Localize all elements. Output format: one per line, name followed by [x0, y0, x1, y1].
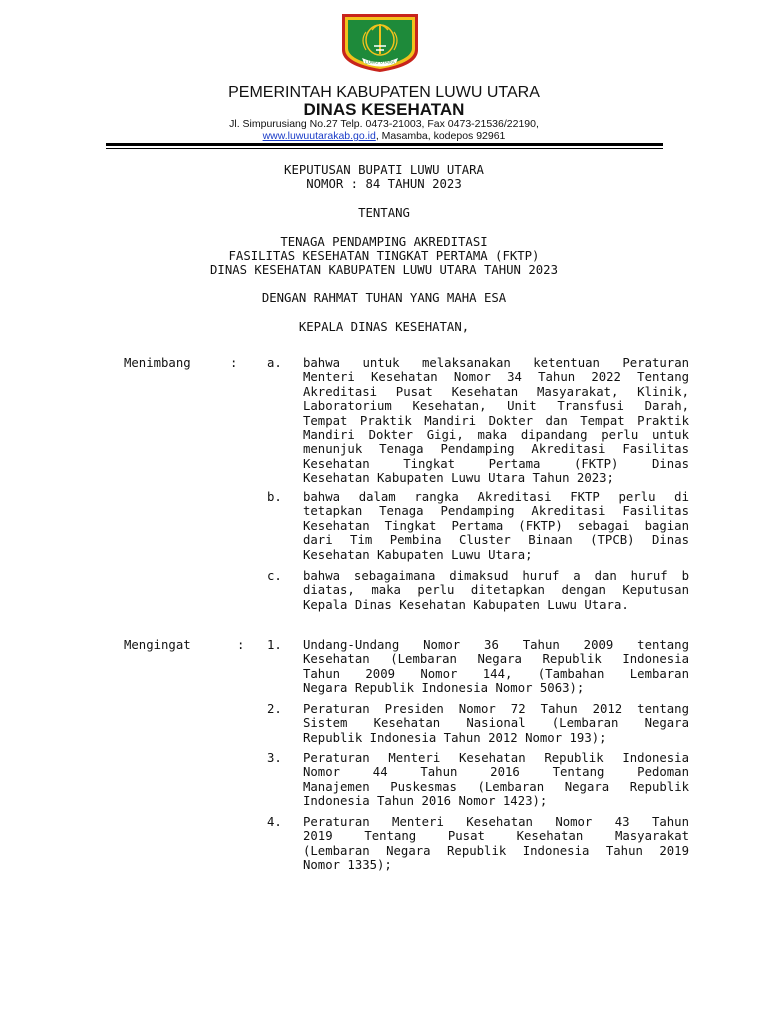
considering-label: Menimbang [124, 356, 191, 370]
text-line: Undang-Undang Nomor 36 Tahun 2009 tentang [303, 638, 689, 652]
considering-item-marker: a. [267, 356, 282, 370]
considering-item-marker: c. [267, 569, 282, 583]
recalling-label: Mengingat [124, 638, 191, 652]
decree-title: KEPUTUSAN BUPATI LUWU UTARA [284, 163, 484, 177]
text-line: Indonesia Tahun 2016 Nomor 1423); [303, 794, 548, 809]
text-line: Akreditasi Pusat Kesehatan Masyarakat, Klinik, [303, 384, 689, 399]
decree-invocation: DENGAN RAHMAT TUHAN YANG MAHA ESA [261, 291, 507, 305]
government-name: PEMERINTAH KABUPATEN LUWU UTARA [228, 84, 540, 101]
text-line: bahwa untuk melaksanakan ketentuan Peraturan [303, 356, 689, 370]
text-line: menunjuk Tenaga Pendamping Akreditasi Fasilitas [303, 442, 689, 457]
text-line: Peraturan Presiden Nomor 72 Tahun 2012 tentang [303, 702, 689, 716]
recalling-item-2 [303, 702, 689, 745]
text-line: Peraturan Menteri Kesehatan Republik Indonesia [303, 751, 689, 765]
recalling-item-3 [303, 751, 689, 809]
considering-item-c [303, 569, 689, 612]
text-line: Republik Indonesia Tahun 2012 Nomor 193); [303, 730, 607, 745]
address-line: Jl. Simpurusiang No.27 Telp. 0473-21003, Fax 0473-21536/22190, [229, 118, 539, 130]
text-line: Sistem Kesehatan Nasional (Lembaran Negara [303, 716, 689, 731]
text-line: Peraturan Menteri Kesehatan Nomor 43 Tahun [303, 815, 689, 829]
website-link[interactable]: www.luwuutarakab.go.id [262, 130, 376, 142]
text-line: Kesehatan Kabupaten Luwu Utara; [303, 547, 533, 562]
text-line: Manajemen Puskesmas (Lembaran Negara Republik [303, 779, 689, 794]
text-line: 2019 Tentang Pusat Kesehatan Masyarakat [303, 829, 689, 844]
text-line: dari Tim Pembina Cluster Binaan (TPCB) Dinas [303, 533, 689, 548]
recalling-item-marker: 3. [267, 751, 282, 765]
address-tail: , Masamba, kodepos 92961 [375, 130, 506, 142]
text-line: bahwa sebagaimana dimaksud huruf a dan huruf b [303, 569, 689, 583]
decree-issuer: KEPALA DINAS KESEHATAN, [298, 320, 470, 334]
text-line: Nomor 44 Tahun 2016 Tentang Pedoman [303, 765, 689, 780]
letterhead-thick-rule [106, 143, 663, 146]
text-line: Tempat Praktik Mandiri Dokter dan Tempat Praktik [303, 413, 689, 428]
text-line: diatas, maka perlu ditetapkan dengan Keputusan [303, 583, 689, 598]
text-line: tetapkan Tenaga Pendamping Akreditasi Fasilitas [303, 504, 689, 519]
recalling-item-1 [303, 638, 689, 696]
text-line: Menteri Kesehatan Nomor 34 Tahun 2022 Tentang [303, 370, 689, 385]
text-line: Negara Republik Indonesia Nomor 5063); [303, 681, 585, 696]
decree-number: NOMOR : 84 TAHUN 2023 [306, 177, 462, 191]
considering-item-marker: b. [267, 490, 282, 504]
text-line: Nomor 1335); [303, 858, 392, 873]
text-line: Kesehatan (Lembaran Negara Republik Indonesia [303, 652, 689, 667]
text-line: Kesehatan Kabupaten Luwu Utara Tahun 2023; [303, 471, 614, 486]
recalling-item-4 [303, 815, 689, 873]
regency-emblem-logo [336, 10, 424, 74]
text-line: Mandiri Dokter Gigi, maka dipandang perlu untuk [303, 428, 689, 443]
letterhead-thin-rule [106, 148, 663, 149]
recalling-colon: : [237, 638, 245, 652]
recalling-item-marker: 1. [267, 638, 282, 652]
agency-name: DINAS KESEHATAN [303, 100, 465, 119]
address-line-2 [0, 130, 768, 142]
decree-subject-line-1: TENAGA PENDAMPING AKREDITASI [280, 235, 488, 249]
text-line: bahwa dalam rangka Akreditasi FKTP perlu di [303, 490, 689, 504]
text-line: Kepala Dinas Kesehatan Kabupaten Luwu Utara. [303, 597, 629, 612]
decree-about: TENTANG [358, 206, 410, 220]
recalling-item-marker: 4. [267, 815, 282, 829]
recalling-item-marker: 2. [267, 702, 282, 716]
text-line: Laboratorium Kesehatan, Unit Transfusi Darah, [303, 399, 689, 414]
text-line: Kesehatan Tingkat Pertama (FKTP) sebagai bagian [303, 518, 689, 533]
text-line: Kesehatan Tingkat Pertama (FKTP) Dinas [303, 456, 689, 471]
decree-subject-line-2: FASILITAS KESEHATAN TINGKAT PERTAMA (FKTP) [228, 249, 540, 263]
logo-text: LUWU UTARA [365, 59, 395, 65]
decree-subject-line-3: DINAS KESEHATAN KABUPATEN LUWU UTARA TAHUN 2023 [210, 263, 558, 277]
considering-item-a [303, 356, 689, 486]
text-line: (Lembaran Negara Republik Indonesia Tahun 2019 [303, 843, 689, 858]
text-line: Tahun 2009 Nomor 144, (Tambahan Lembaran [303, 666, 689, 681]
considering-item-b [303, 490, 689, 562]
considering-colon: : [230, 356, 238, 370]
